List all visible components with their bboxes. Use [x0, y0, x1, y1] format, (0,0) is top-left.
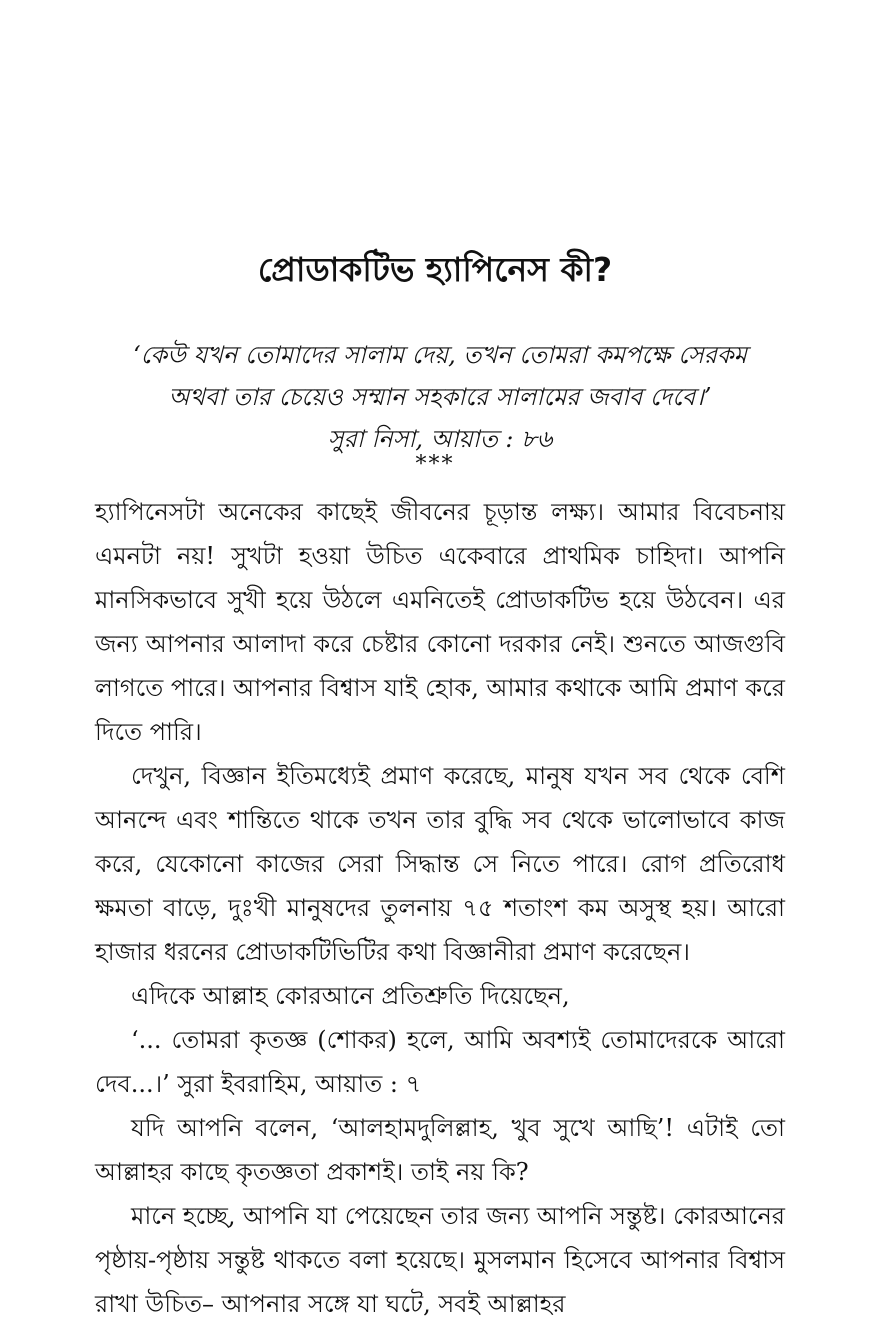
section-separator: ***: [415, 452, 455, 477]
body-text: [95, 490, 785, 1326]
paragraph: যদি আপনি বলেন, ‘আলহামদুলিল্লাহ, খুব সুখে আছি’! এটাই তো আল্লাহর কাছে কৃতজ্ঞতা প্রকাশই। তাই নয় কি?: [95, 1114, 785, 1186]
paragraph: মানে হচ্ছে, আপনি যা পেয়েছেন তার জন্য আপনি সন্তুষ্ট। কোরআনের পৃষ্ঠায়-পৃষ্ঠায় সন্তুষ্ট থাকতে বলা হয়েছে। মুসলমান হিসেবে আপনার বিশ্বাস রাখা উচিত– আপনার সঙ্গে যা ঘটে, সবই আল্লাহর: [95, 1202, 785, 1318]
epigraph-line: অথবা তার চেয়েও সম্মান সহকারে সালামের জবাব দেবে।’: [168, 383, 712, 411]
epigraph-source: সুরা নিসা, আয়াত : ৮৬: [327, 425, 553, 453]
epigraph: [95, 334, 785, 460]
paragraph: হ্যাপিনেসটা অনেকের কাছেই জীবনের চূড়ান্ত লক্ষ্য। আমার বিবেচনায় এমনটা নয়! সুখটা হওয়া উচিত একেবারে প্রাথমিক চাহিদা। আপনি মানসিকভাবে সুখী হয়ে উঠলে এমনিতেই প্রোডাকটিভ হয়ে উঠবেন। এর জন্য আপনার আলাদা করে চেষ্টার কোনো দরকার নেই। শুনতে আজগুবি লাগতে পারে। আপনার বিশ্বাস যাই হোক, আমার কথাকে আমি প্রমাণ করে দিতে পারি।: [95, 498, 785, 746]
paragraph: এদিকে আল্লাহ কোরআনে প্রতিশ্রুতি দিয়েছেন,: [131, 982, 570, 1010]
epigraph-line: ‘কেউ যখন তোমাদের সালাম দেয়, তখন তোমরা কমপক্ষে সেরকম: [132, 341, 748, 369]
quote-paragraph: ‘... তোমরা কৃতজ্ঞ (শোকর) হলে, আমি অবশ্যই তোমাদেরকে আরো দেব...।’ সুরা ইবরাহিম, আয়াত : ৭: [95, 1026, 785, 1098]
paragraph: দেখুন, বিজ্ঞান ইতিমধ্যেই প্রমাণ করেছে, মানুষ যখন সব থেকে বেশি আনন্দে এবং শান্তিতে থাকে তখন তার বুদ্ধি সব থেকে ভালোভাবে কাজ করে, যেকোনো কাজের সেরা সিদ্ধান্ত সে নিতে পারে। রোগ প্রতিরোধ ক্ষমতা বাড়ে, দুঃখী মানুষদের তুলনায় ৭৫ শতাংশ কম অসুস্থ হয়। আরো হাজার ধরনের প্রোডাকটিভিটির কথা বিজ্ঞানীরা প্রমাণ করেছেন।: [95, 762, 785, 966]
chapter-title: প্রোডাকটিভ হ্যাপিনেস কী?: [257, 250, 613, 289]
